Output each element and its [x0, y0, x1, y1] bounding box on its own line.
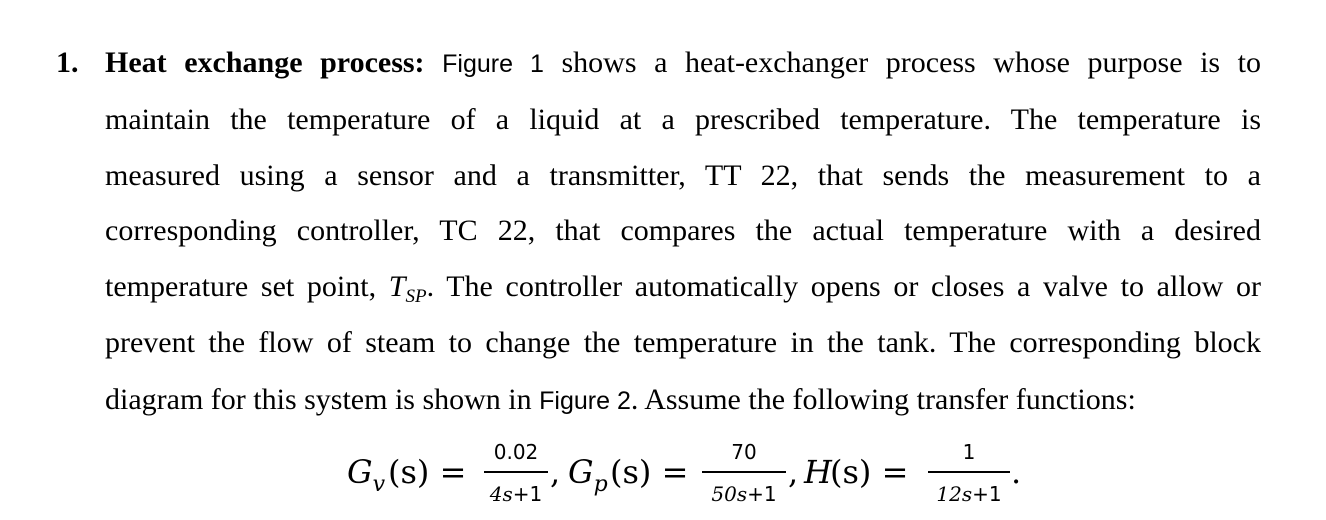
- transfer-functions-equation: [0, 440, 1326, 520]
- line-7-text-a: diagram for this system is shown in: [105, 383, 540, 416]
- problem-heading: Heat exchange process:: [105, 46, 425, 79]
- gv-fraction-bar: [484, 471, 548, 473]
- h-numerator: 1: [962, 440, 976, 464]
- setpoint-symbol: T: [388, 270, 406, 303]
- separator-2: ,: [788, 453, 799, 491]
- gp-numerator: 70: [731, 440, 757, 464]
- paragraph-line-3: measured using a sensor and a transmitter, TT 22, that sends the measurement to a: [105, 159, 1261, 192]
- problem-number: 1.: [56, 46, 79, 79]
- figure-2-reference: Figure 2: [539, 387, 631, 415]
- equation-end: .: [1011, 453, 1022, 491]
- gp-fraction-bar: [702, 471, 786, 473]
- paragraph-line-6: prevent the flow of steam to change the temperature in the tank. The corresponding block: [105, 326, 1261, 359]
- paragraph-line-7: [105, 377, 1261, 424]
- setpoint-subscript: SP: [405, 286, 427, 307]
- h-argument: (s) =: [830, 453, 909, 491]
- figure-1-reference: Figure 1: [442, 50, 544, 78]
- gv-argument: (s) =: [388, 453, 467, 491]
- line-5-text-b: . The controller automatically opens or closes a valve to allow or: [426, 270, 1261, 303]
- h-denominator: 12s+1: [936, 482, 1002, 506]
- gv-label: $G_v$: [347, 453, 385, 497]
- gp-label: $G_p$: [568, 453, 608, 497]
- paragraph-line-4: corresponding controller, TC 22, that compares the actual temperature with a desired: [105, 214, 1261, 247]
- line-5-text-a: temperature set point,: [105, 270, 389, 303]
- line-1-text: shows a heat-exchanger process whose purpose is to: [543, 46, 1262, 79]
- gv-denominator: 4s+1: [489, 482, 543, 506]
- h-fraction-bar: [928, 471, 1010, 473]
- line-7-text-b: . Assume the following transfer functions:: [630, 383, 1136, 416]
- gv-numerator: 0.02: [493, 440, 539, 464]
- gp-denominator: 50s+1: [711, 482, 777, 506]
- h-label: H: [804, 453, 832, 491]
- paragraph-line-1: [105, 40, 1261, 87]
- paragraph-line-5: [105, 264, 1261, 314]
- separator-1: ,: [550, 453, 561, 491]
- paragraph-line-2: maintain the temperature of a liquid at a prescribed temperature. The temperature is: [105, 103, 1261, 136]
- gp-argument: (s) =: [610, 453, 689, 491]
